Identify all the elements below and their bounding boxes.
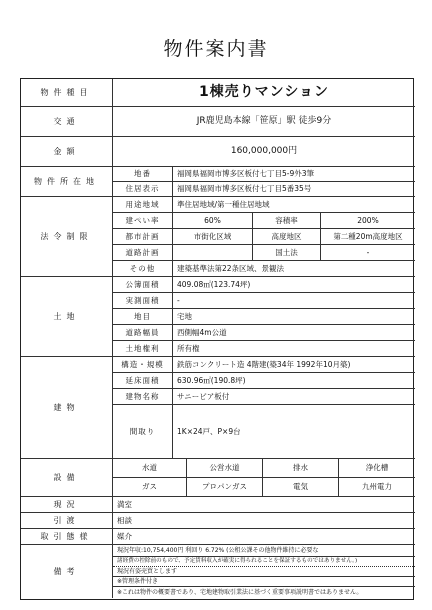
city-plan-label: 都市計画 (113, 229, 173, 245)
building-name-label: 建物名称 (113, 389, 173, 405)
water-value: 公営水道 (187, 459, 263, 478)
road-plan-label: 道路計画 (113, 245, 173, 261)
layout-value: 1K×24戸、P×9台 (173, 405, 415, 459)
notes-line-4: ※管理条件付き (113, 577, 415, 587)
actual-area-label: 実測面積 (113, 293, 173, 309)
handover-label: 引渡 (21, 513, 113, 529)
use-zone-value: 準住居地域/第一種住居地域 (173, 197, 415, 213)
city-plan-value: 市街化区域 (173, 229, 253, 245)
trade-type-value: 媒介 (113, 529, 415, 545)
landuse-law-label: 国土法 (253, 245, 321, 261)
notes-line-3: 現況有姿売買とします (113, 567, 415, 577)
chiban-value: 福岡県福岡市博多区板付七丁目5-9外3筆 (173, 167, 415, 182)
far-value: 200% (321, 213, 415, 229)
notes-line-5: ※これは物件の概要書であり、宅地建物取引業法に基づく重要事項説明書ではありません。 (117, 588, 363, 596)
floor-area-label: 延床面積 (113, 373, 173, 389)
price-label: 金額 (21, 137, 113, 167)
handover-value: 相談 (113, 513, 415, 529)
property-type-label: 物件種目 (21, 79, 113, 107)
landuse-law-value: - (321, 245, 415, 261)
use-zone-label: 用途地域 (113, 197, 173, 213)
gas-label: ガス (113, 478, 187, 497)
drainage-label: 排水 (263, 459, 339, 478)
far-label: 容積率 (253, 213, 321, 229)
land-category-value: 宅地 (173, 309, 415, 325)
traffic-label: 交通 (21, 107, 113, 137)
building-label: 建物 (21, 357, 113, 459)
height-district-value: 第二種20m高度地区 (321, 229, 415, 245)
price-value: 160,000,000円 (113, 137, 415, 167)
facilities-label: 設備 (21, 459, 113, 497)
height-district-label: 高度地区 (253, 229, 321, 245)
electricity-value: 九州電力 (339, 478, 415, 497)
actual-area-value: - (173, 293, 415, 309)
land-label: 土地 (21, 277, 113, 357)
structure-label: 構造・規模 (113, 357, 173, 373)
law-other-value: 建築基準法第22条区域、景観法 (173, 261, 415, 277)
notes-line-2: 諸経費の控除前のもので、予定賃料収入が確実に得られることを保証するものではありません。) (113, 557, 415, 567)
floor-area-value: 630.96㎡(190.8坪) (173, 373, 415, 389)
land-rights-value: 所有権 (173, 341, 415, 357)
notes-line-1: 現況年収:10,754,400円 利回り 6.72% (公租公課その他物件維持に必要な (113, 545, 415, 557)
land-category-label: 地目 (113, 309, 173, 325)
property-info-sheet (20, 78, 414, 600)
gas-value: プロパンガス (187, 478, 263, 497)
property-type-value: 1棟売りマンション (113, 79, 415, 107)
road-width-value: 西側幅4m公道 (173, 325, 415, 341)
layout-label: 間取り (113, 405, 173, 459)
location-label: 物件所在地 (21, 167, 113, 197)
bcr-label: 建ぺい率 (113, 213, 173, 229)
status-value: 満室 (113, 497, 415, 513)
page-title: 物件案内書 (163, 38, 269, 60)
jukyo-value: 福岡県福岡市博多区板付七丁目5番35号 (173, 182, 415, 197)
road-width-label: 道路幅員 (113, 325, 173, 341)
law-other-label: その他 (113, 261, 173, 277)
road-plan-value (173, 245, 253, 261)
land-rights-label: 土地権利 (113, 341, 173, 357)
water-label: 水道 (113, 459, 187, 478)
jukyo-label: 住居表示 (113, 182, 173, 197)
building-name-value: サニービア板付 (173, 389, 415, 405)
drainage-value: 浄化槽 (339, 459, 415, 478)
chiban-label: 地番 (113, 167, 173, 182)
notes-label: 備考 (21, 545, 113, 598)
traffic-value: JR鹿児島本線「笹原」駅 徒歩9分 (113, 107, 415, 137)
registry-area-label: 公簿面積 (113, 277, 173, 293)
bcr-value: 60% (173, 213, 253, 229)
registry-area-value: 409.08㎡(123.74坪) (173, 277, 415, 293)
status-label: 現況 (21, 497, 113, 513)
trade-type-label: 取引態様 (21, 529, 113, 545)
electricity-label: 電気 (263, 478, 339, 497)
structure-value: 鉄筋コンクリート造 4階建(築34年 1992年10月築) (173, 357, 415, 373)
law-label: 法令制限 (21, 197, 113, 277)
